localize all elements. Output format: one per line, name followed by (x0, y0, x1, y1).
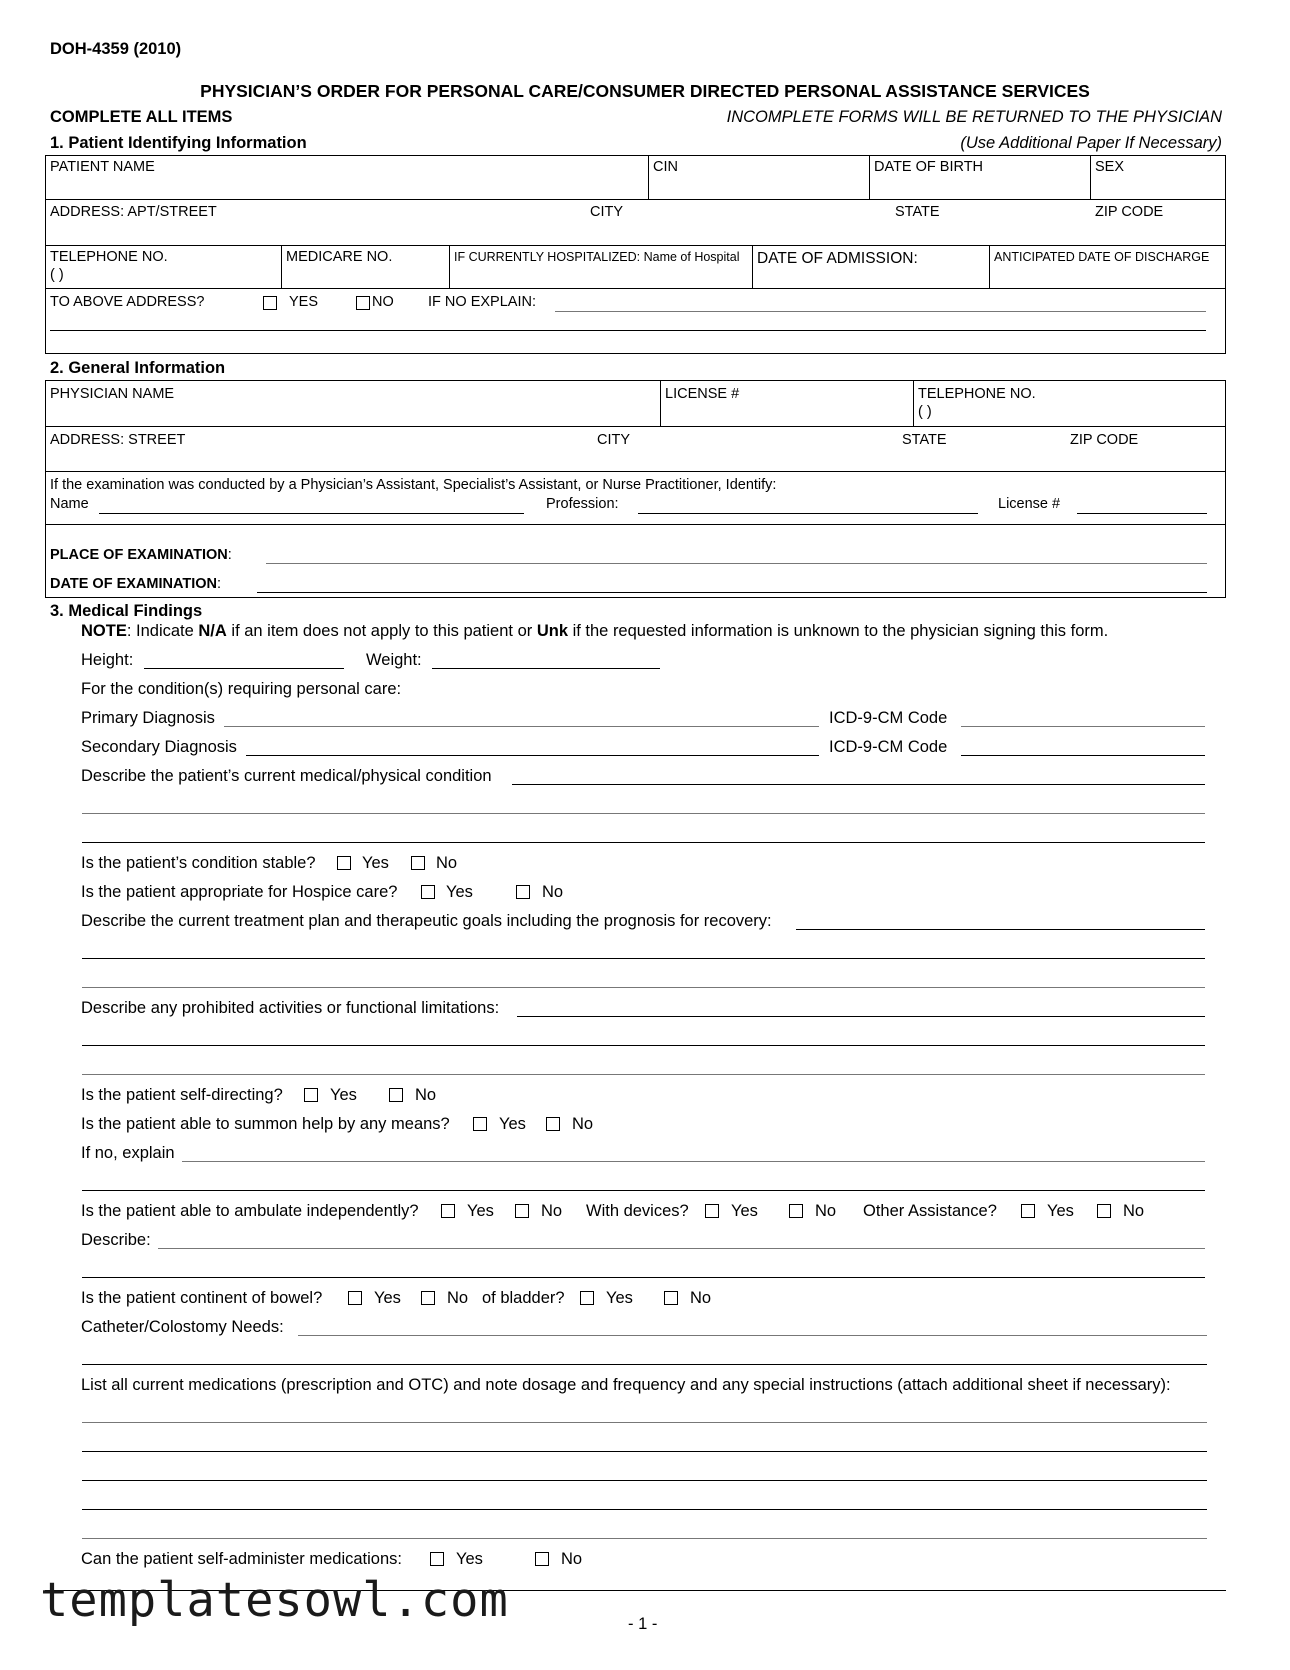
place-of-exam-label: PLACE OF EXAMINATION (50, 547, 228, 563)
yes-label: Yes (606, 1289, 633, 1307)
catheter-line-1[interactable] (298, 1335, 1207, 1336)
other-assistance-label: Other Assistance? (863, 1202, 997, 1220)
bladder-no-checkbox[interactable] (664, 1291, 678, 1305)
to-above-yes-checkbox[interactable] (263, 296, 277, 310)
state-field[interactable]: STATE (895, 204, 940, 220)
bladder-yes-checkbox[interactable] (580, 1291, 594, 1305)
hospice-label: Is the patient appropriate for Hospice care? (81, 883, 398, 901)
stable-yes-checkbox[interactable] (337, 856, 351, 870)
no-label: NO (372, 294, 394, 310)
ambulate-yes-checkbox[interactable] (441, 1204, 455, 1218)
devices-label: With devices? (586, 1202, 689, 1220)
primary-icd-label: ICD-9-CM Code (829, 709, 948, 727)
no-label: No (561, 1550, 583, 1568)
height-label: Height: (81, 651, 134, 669)
summon-explain-line-1[interactable] (182, 1161, 1205, 1162)
yes-label: Yes (467, 1202, 494, 1220)
pa-name-line[interactable] (99, 513, 524, 514)
no-label: No (1123, 1202, 1145, 1220)
no-label: No (415, 1086, 437, 1104)
describe-line-1[interactable] (158, 1248, 1205, 1249)
to-above-no-checkbox[interactable] (356, 296, 370, 310)
physician-state-field[interactable]: STATE (902, 432, 947, 448)
prohibited-line-2[interactable] (82, 1045, 1205, 1046)
bowel-label: Is the patient continent of bowel? (81, 1289, 323, 1307)
form-title: PHYSICIAN’S ORDER FOR PERSONAL CARE/CONSUMER DIRECTED PERSONAL ASSISTANCE SERVICES (200, 81, 1090, 101)
if-no-explain-label: IF NO EXPLAIN: (428, 294, 536, 310)
admission-date-field[interactable]: DATE OF ADMISSION: (757, 250, 918, 267)
hospice-no-checkbox[interactable] (516, 885, 530, 899)
describe-label: Describe: (81, 1231, 151, 1249)
secondary-diagnosis-line[interactable] (246, 755, 819, 756)
treatment-line-3[interactable] (82, 987, 1205, 988)
weight-label: Weight: (366, 651, 422, 669)
telephone-paren: ( ) (50, 267, 64, 283)
secondary-diagnosis-label: Secondary Diagnosis (81, 738, 237, 756)
no-label: No (436, 854, 458, 872)
pa-identify-label: If the examination was conducted by a Physician’s Assistant, Specialist’s Assistant, or Nurse Practitioner, Identify: (50, 477, 777, 493)
yes-label: Yes (731, 1202, 758, 1220)
physician-address-field[interactable]: ADDRESS: STREET (50, 432, 186, 448)
summon-label: Is the patient able to summon help by any means? (81, 1115, 450, 1133)
condition-line-2[interactable] (82, 813, 1205, 814)
no-label: No (815, 1202, 837, 1220)
incomplete-warning: INCOMPLETE FORMS WILL BE RETURNED TO THE PHYSICIAN (726, 108, 1222, 126)
physician-telephone-field[interactable]: TELEPHONE NO. (918, 386, 1036, 402)
other-yes-checkbox[interactable] (1021, 1204, 1035, 1218)
no-label: No (542, 883, 564, 901)
condition-line-1[interactable] (512, 784, 1205, 785)
pa-license-label: License # (998, 496, 1061, 512)
patient-name-field[interactable]: PATIENT NAME (50, 159, 155, 175)
ambulate-label: Is the patient able to ambulate independently? (81, 1202, 419, 1220)
no-label: No (690, 1289, 712, 1307)
to-above-address-label: TO ABOVE ADDRESS? (50, 294, 205, 310)
condition-line-3[interactable] (82, 842, 1205, 843)
zip-field[interactable]: ZIP CODE (1095, 204, 1164, 220)
physician-name-field[interactable]: PHYSICIAN NAME (50, 386, 175, 402)
pa-profession-line[interactable] (638, 513, 978, 514)
pa-license-line[interactable] (1077, 513, 1207, 514)
yes-label: Yes (499, 1115, 526, 1133)
prohibited-line-3[interactable] (82, 1074, 1205, 1075)
devices-no-checkbox[interactable] (789, 1204, 803, 1218)
date-of-exam-line[interactable] (257, 592, 1207, 593)
self-directing-yes-checkbox[interactable] (304, 1088, 318, 1102)
summon-explain-line-2[interactable] (82, 1190, 1205, 1191)
yes-label: Yes (362, 854, 389, 872)
describe-condition-label: Describe the patient’s current medical/physical condition (81, 767, 492, 785)
medications-line-1[interactable] (82, 1422, 1207, 1423)
ambulate-no-checkbox[interactable] (515, 1204, 529, 1218)
treatment-line-1[interactable] (796, 929, 1205, 930)
self-admin-no-checkbox[interactable] (535, 1552, 549, 1566)
complete-all-label: COMPLETE ALL ITEMS (50, 108, 233, 126)
medications-label: List all current medications (prescription and OTC) and note dosage and frequency and any special instructions (attach additional sheet if necessary): (81, 1376, 1171, 1394)
section3-heading: 3. Medical Findings (50, 602, 203, 620)
treatment-line-2[interactable] (82, 958, 1205, 959)
yes-label: Yes (1047, 1202, 1074, 1220)
no-label: No (572, 1115, 594, 1133)
primary-diagnosis-line[interactable] (224, 726, 819, 727)
weight-line[interactable] (432, 668, 660, 669)
physician-city-field[interactable]: CITY (597, 432, 631, 448)
summon-no-checkbox[interactable] (546, 1117, 560, 1131)
primary-icd-line[interactable] (961, 726, 1205, 727)
pa-name-label: Name (50, 496, 89, 512)
devices-yes-checkbox[interactable] (705, 1204, 719, 1218)
describe-line-2[interactable] (82, 1277, 1205, 1278)
height-line[interactable] (144, 668, 344, 669)
treatment-label: Describe the current treatment plan and therapeutic goals including the prognosis for recovery: (81, 912, 772, 930)
yes-label: Yes (446, 883, 473, 901)
page-number: - 1 - (628, 1615, 658, 1633)
prohibited-line-1[interactable] (517, 1016, 1205, 1017)
stable-no-checkbox[interactable] (411, 856, 425, 870)
form-id: DOH-4359 (2010) (50, 40, 182, 58)
medications-line-2[interactable] (82, 1451, 1207, 1452)
medications-line-3[interactable] (82, 1480, 1207, 1481)
dob-field[interactable]: DATE OF BIRTH (874, 159, 984, 175)
no-label: No (541, 1202, 563, 1220)
primary-diagnosis-label: Primary Diagnosis (81, 709, 215, 727)
yes-label: YES (289, 294, 319, 310)
address-field[interactable]: ADDRESS: APT/STREET (50, 204, 217, 220)
pa-profession-label: Profession: (546, 496, 619, 512)
secondary-icd-line[interactable] (961, 755, 1205, 756)
license-field[interactable]: LICENSE # (665, 386, 740, 402)
note-text: NOTE: Indicate N/A if an item does not apply to this patient or Unk if the requested information is unknown to the physician signing this form. (81, 622, 1109, 640)
secondary-icd-label: ICD-9-CM Code (829, 738, 948, 756)
no-label: No (447, 1289, 469, 1307)
section1-heading: 1. Patient Identifying Information (50, 134, 307, 152)
prohibited-label: Describe any prohibited activities or functional limitations: (81, 999, 500, 1017)
stable-label: Is the patient’s condition stable? (81, 854, 316, 872)
city-field[interactable]: CITY (590, 204, 624, 220)
self-directing-label: Is the patient self-directing? (81, 1086, 283, 1104)
bowel-no-checkbox[interactable] (421, 1291, 435, 1305)
physician-telephone-paren: ( ) (918, 404, 932, 420)
telephone-field[interactable]: TELEPHONE NO. (50, 249, 168, 265)
bladder-label: of bladder? (482, 1289, 565, 1307)
self-administer-label: Can the patient self-administer medications: (81, 1550, 402, 1568)
self-admin-yes-checkbox[interactable] (430, 1552, 444, 1566)
place-of-exam-line[interactable] (266, 563, 1207, 564)
self-directing-no-checkbox[interactable] (389, 1088, 403, 1102)
cin-field[interactable]: CIN (653, 159, 678, 175)
hospice-yes-checkbox[interactable] (421, 885, 435, 899)
hospital-field[interactable]: IF CURRENTLY HOSPITALIZED: Name of Hospital (454, 250, 740, 264)
medicare-field[interactable]: MEDICARE NO. (286, 249, 393, 265)
physician-zip-field[interactable]: ZIP CODE (1070, 432, 1139, 448)
bowel-yes-checkbox[interactable] (348, 1291, 362, 1305)
medications-line-4[interactable] (82, 1509, 1207, 1510)
catheter-line-2[interactable] (82, 1364, 1207, 1365)
conditions-label: For the condition(s) requiring personal care: (81, 680, 402, 698)
other-no-checkbox[interactable] (1097, 1204, 1111, 1218)
yes-label: Yes (456, 1550, 483, 1568)
catheter-label: Catheter/Colostomy Needs: (81, 1318, 284, 1336)
section2-heading: 2. General Information (50, 359, 226, 377)
sex-field[interactable]: SEX (1095, 159, 1125, 175)
date-of-exam-label: DATE OF EXAMINATION (50, 576, 218, 592)
watermark-logo: templatesowl.com (40, 1573, 509, 1628)
summon-yes-checkbox[interactable] (473, 1117, 487, 1131)
yes-label: Yes (374, 1289, 401, 1307)
medications-line-5[interactable] (82, 1538, 1207, 1539)
summon-explain-label: If no, explain (81, 1144, 175, 1162)
discharge-date-field[interactable]: ANTICIPATED DATE OF DISCHARGE (994, 250, 1210, 264)
additional-paper-note: (Use Additional Paper If Necessary) (960, 134, 1222, 152)
yes-label: Yes (330, 1086, 357, 1104)
